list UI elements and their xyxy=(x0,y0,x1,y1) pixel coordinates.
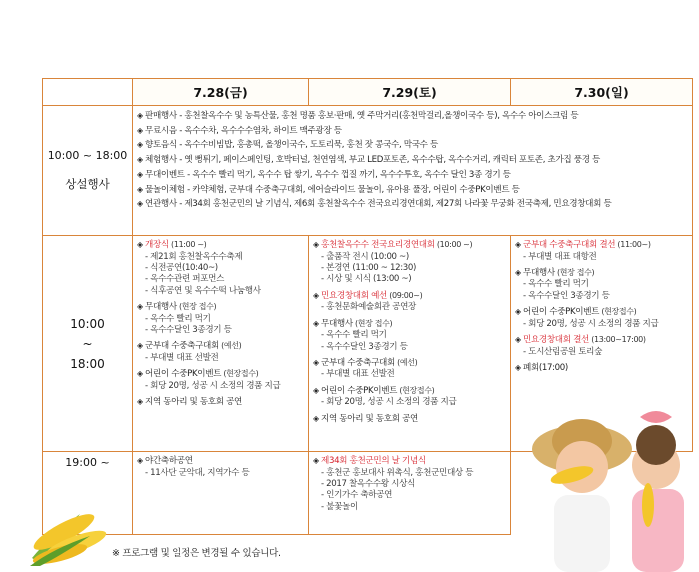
event-detail: - 옥수수관련 퍼포먼스 xyxy=(145,274,225,285)
daytime-start: 10:00 xyxy=(70,316,105,331)
event-title-text: 군부대 수중축구대회 xyxy=(321,357,395,368)
event-title-text: 무대행사 xyxy=(523,267,555,278)
bullet-icon: ◈ xyxy=(137,240,145,249)
event-item xyxy=(313,290,506,314)
bullet-icon: ◈ xyxy=(313,413,321,423)
event-title-text: 야간축하공연 xyxy=(145,456,193,466)
event-item xyxy=(313,413,506,426)
event-title-suffix: (예선) xyxy=(394,357,418,367)
event-detail: - 옥수수 빨리 먹기 xyxy=(321,330,387,341)
event-title xyxy=(137,301,304,314)
event-detail: - 2017 찰옥수수왕 시상식 xyxy=(321,478,415,489)
event-title-suffix: (현장접수) xyxy=(599,307,637,317)
event-item xyxy=(313,385,506,409)
bullet-icon: ◈ xyxy=(137,397,145,407)
event-detail: - 불꽃놀이 xyxy=(321,501,358,512)
permanent-event-line xyxy=(137,197,688,212)
day-header-1: 7.28(금) xyxy=(133,79,309,106)
event-title-suffix: (현장접수) xyxy=(397,385,435,395)
event-title xyxy=(313,318,506,331)
event-item xyxy=(137,301,304,336)
permanent-event-text: 무대이벤트 - 옥수수 빨리 먹기, 옥수수 탑 쌓기, 옥수수 껍질 까기, 옥수수투호, 옥수수 달인 3종 경기 등 xyxy=(145,169,511,180)
event-detail: - 홍천군 홍보대사 위촉식, 홍천군민대상 등 xyxy=(321,467,474,478)
bullet-icon: ◈ xyxy=(313,240,321,249)
bullet-icon: ◈ xyxy=(137,199,145,209)
event-title-text: 어린이 수중PK이벤트 xyxy=(523,307,600,318)
bullet-icon: ◈ xyxy=(313,456,321,465)
event-detail: - 옥수수 빨리 먹기 xyxy=(145,313,211,324)
event-detail: - 도시산림공원 토리숲 xyxy=(523,346,603,357)
bullet-icon: ◈ xyxy=(137,302,145,312)
event-title xyxy=(313,385,506,398)
event-detail: - 출품작 전시 (10:00 ~) xyxy=(321,251,409,262)
event-title-suffix: (현장 접수) xyxy=(352,318,393,328)
bullet-icon: ◈ xyxy=(137,456,145,465)
event-item xyxy=(515,239,688,263)
children-illustration xyxy=(520,405,699,572)
event-detail: - 부대별 대표 대항전 xyxy=(523,251,597,262)
permanent-time: 10:00 ~ 18:00 xyxy=(47,149,128,162)
evening-time: 19:00 ~ xyxy=(65,456,110,469)
event-detail: - 식후공연 및 옥수수떡 나눔행사 xyxy=(145,285,261,296)
event-detail: - 부대별 대표 선발전 xyxy=(145,352,219,363)
bullet-icon: ◈ xyxy=(137,111,145,120)
permanent-event-line xyxy=(137,124,688,139)
event-title xyxy=(313,455,506,468)
event-title xyxy=(515,306,688,319)
event-detail: - 11사단 군악대, 지역가수 등 xyxy=(145,467,250,478)
permanent-events xyxy=(133,106,693,236)
event-detail: - 회당 20명, 성공 시 소정의 경품 지급 xyxy=(321,397,457,408)
event-title-text: 군부대 수중축구대회 xyxy=(145,341,219,352)
event-title xyxy=(137,340,304,353)
event-title-text: 무대행사 xyxy=(321,318,353,329)
event-detail: - 홍천문화예술회관 공연장 xyxy=(321,302,416,313)
event-title xyxy=(515,239,688,252)
event-detail: - 회당 20명, 성공 시 소정의 경품 지급 xyxy=(523,318,659,329)
event-title-text: 지역 동아리 및 동호회 공연 xyxy=(145,397,242,408)
daytime-day2 xyxy=(309,236,511,452)
event-title-text: 어린이 수중PK이벤트 xyxy=(145,369,222,380)
event-title xyxy=(137,239,304,252)
event-title-text: 개장식 xyxy=(145,240,169,250)
event-title-suffix: (현장 접수) xyxy=(176,302,217,312)
event-title-text: 군부대 수중축구대회 결선 xyxy=(523,240,616,250)
event-item xyxy=(515,334,688,358)
event-item xyxy=(313,455,506,513)
event-title xyxy=(313,290,506,303)
bullet-icon: ◈ xyxy=(137,184,145,194)
event-title xyxy=(313,357,506,370)
permanent-event-text: 물놀이체험 - 카약체험, 군부대 수중축구대회, 에어슬라이드 물놀이, 유아용 풀장, 어린이 수중PK이벤트 등 xyxy=(145,184,520,195)
event-title-text: 민요경창대회 예선 xyxy=(321,290,387,301)
event-item xyxy=(515,362,688,375)
event-title xyxy=(313,239,506,252)
permanent-event-line xyxy=(137,153,688,168)
event-detail: - 옥수수달인 3종경기 등 xyxy=(523,290,610,301)
bullet-icon: ◈ xyxy=(137,125,145,135)
daytime-end: 18:00 xyxy=(70,356,105,371)
event-title xyxy=(313,413,506,426)
bullet-icon: ◈ xyxy=(313,357,321,367)
event-item xyxy=(137,239,304,297)
bullet-icon: ◈ xyxy=(137,169,145,179)
event-title-suffix: (예선) xyxy=(218,341,242,351)
event-title xyxy=(515,334,688,347)
event-detail: - 제21회 홍천찰옥수수축제 xyxy=(145,251,243,262)
bullet-icon: ◈ xyxy=(515,267,523,277)
event-item xyxy=(137,368,304,392)
bullet-icon: ◈ xyxy=(137,369,145,379)
permanent-event-line xyxy=(137,109,688,124)
day-header-2: 7.29(토) xyxy=(309,79,511,106)
event-item xyxy=(515,306,688,330)
permanent-event-line xyxy=(137,183,688,198)
corn-illustration xyxy=(30,496,110,566)
day-header-3: 7.30(일) xyxy=(511,79,693,106)
event-title-text: 무대행사 xyxy=(145,302,177,313)
bullet-icon: ◈ xyxy=(137,140,145,150)
event-detail: - 본경연 (11:00 ~ 12:30) xyxy=(321,262,417,273)
bullet-icon: ◈ xyxy=(515,363,523,373)
event-item xyxy=(137,396,304,409)
permanent-event-text: 향토음식 - 옥수수비빔밥, 홍총떡, 올챙이국수, 도토리묵, 홍천 잣 콩국수, 막국수 등 xyxy=(145,140,438,151)
event-title-suffix: (11:00~) xyxy=(615,240,651,249)
daytime-time-cell xyxy=(43,236,133,452)
daytime-tilde: ~ xyxy=(82,336,93,351)
permanent-event-text: 연관행사 - 제34회 홍천군민의 날 기념식, 제6회 홍천찰옥수수 전국요리경연대회, 제27회 나라꽃 무궁화 전국축제, 민요경창대회 등 xyxy=(145,199,612,210)
bullet-icon: ◈ xyxy=(515,335,523,345)
event-title xyxy=(137,368,304,381)
event-detail: - 인기가수 축하공연 xyxy=(321,490,393,501)
bullet-icon: ◈ xyxy=(313,318,321,328)
evening-day2 xyxy=(309,452,511,535)
event-item xyxy=(313,357,506,381)
event-item xyxy=(515,267,688,302)
event-title-text: 폐회(17:00) xyxy=(523,363,568,374)
event-item xyxy=(313,318,506,353)
bullet-icon: ◈ xyxy=(515,307,523,317)
event-title-text: 지역 동아리 및 동호회 공연 xyxy=(321,413,418,424)
permanent-event-text: 무료시음 - 옥수수차, 옥수수수염차, 하이트 맥주광장 등 xyxy=(145,125,342,136)
event-title-suffix: (11:00 ~) xyxy=(168,240,207,249)
bullet-icon: ◈ xyxy=(137,341,145,351)
permanent-event-line xyxy=(137,168,688,183)
event-detail: - 옥수수달인 3종경기 등 xyxy=(321,341,408,352)
schedule-note: ※ 프로그램 및 일정은 변경될 수 있습니다. xyxy=(112,548,281,559)
permanent-label: 상설행사 xyxy=(65,177,110,191)
event-detail: - 시상 및 시식 (13:00 ~) xyxy=(321,274,412,285)
permanent-event-text: 판매행사 - 홍천찰옥수수 및 농특산물, 홍천 명품 홍보·판매, 옛 주막거리(홍천막걸리,올챙이국수 등), 옥수수 아이스크림 등 xyxy=(145,111,579,121)
event-title-suffix: (13:00~17:00) xyxy=(589,335,646,345)
event-title xyxy=(137,455,304,468)
permanent-event-line xyxy=(137,138,688,153)
event-detail: - 옥수수 빨리 먹기 xyxy=(523,279,589,290)
daytime-day1 xyxy=(133,236,309,452)
event-title-text: 홍천찰옥수수 전국요리경연대회 xyxy=(321,240,435,250)
permanent-time-cell xyxy=(43,106,133,236)
event-title-suffix: (현장 접수) xyxy=(554,267,595,277)
event-item xyxy=(313,239,506,286)
event-detail: - 부대별 대표 선발전 xyxy=(321,369,395,380)
event-title xyxy=(137,396,304,409)
evening-day1 xyxy=(133,452,309,535)
permanent-event-text: 체험행사 - 옛 뻥튀기, 페이스페인팅, 호박터널, 천연염색, 부교 LED포토존, 옥수수탑, 옥수수거리, 캐릭터 포토존, 초가집 풍경 등 xyxy=(145,155,600,166)
event-title-text: 민요경창대회 결선 xyxy=(523,335,589,346)
event-title-suffix: (09:00~) xyxy=(387,290,423,300)
event-title xyxy=(515,267,688,280)
bullet-icon: ◈ xyxy=(515,240,523,249)
event-title-text: 제34회 홍천군민의 날 기념식 xyxy=(321,456,426,466)
event-detail: - 옥수수달인 3종경기 등 xyxy=(145,325,232,336)
event-title-suffix: (현장접수) xyxy=(221,369,259,379)
event-title xyxy=(515,362,688,375)
event-detail: - 식전공연(10:40~) xyxy=(145,262,218,273)
bullet-icon: ◈ xyxy=(313,385,321,395)
event-item xyxy=(137,455,304,479)
event-detail: - 회당 20명, 성공 시 소정의 경품 지급 xyxy=(145,380,281,391)
event-item xyxy=(137,340,304,364)
event-title-suffix: (10:00 ~) xyxy=(434,240,473,249)
bullet-icon: ◈ xyxy=(137,155,145,165)
header-corner xyxy=(43,79,133,106)
bullet-icon: ◈ xyxy=(313,290,321,300)
event-title-text: 어린이 수중PK이벤트 xyxy=(321,385,398,396)
